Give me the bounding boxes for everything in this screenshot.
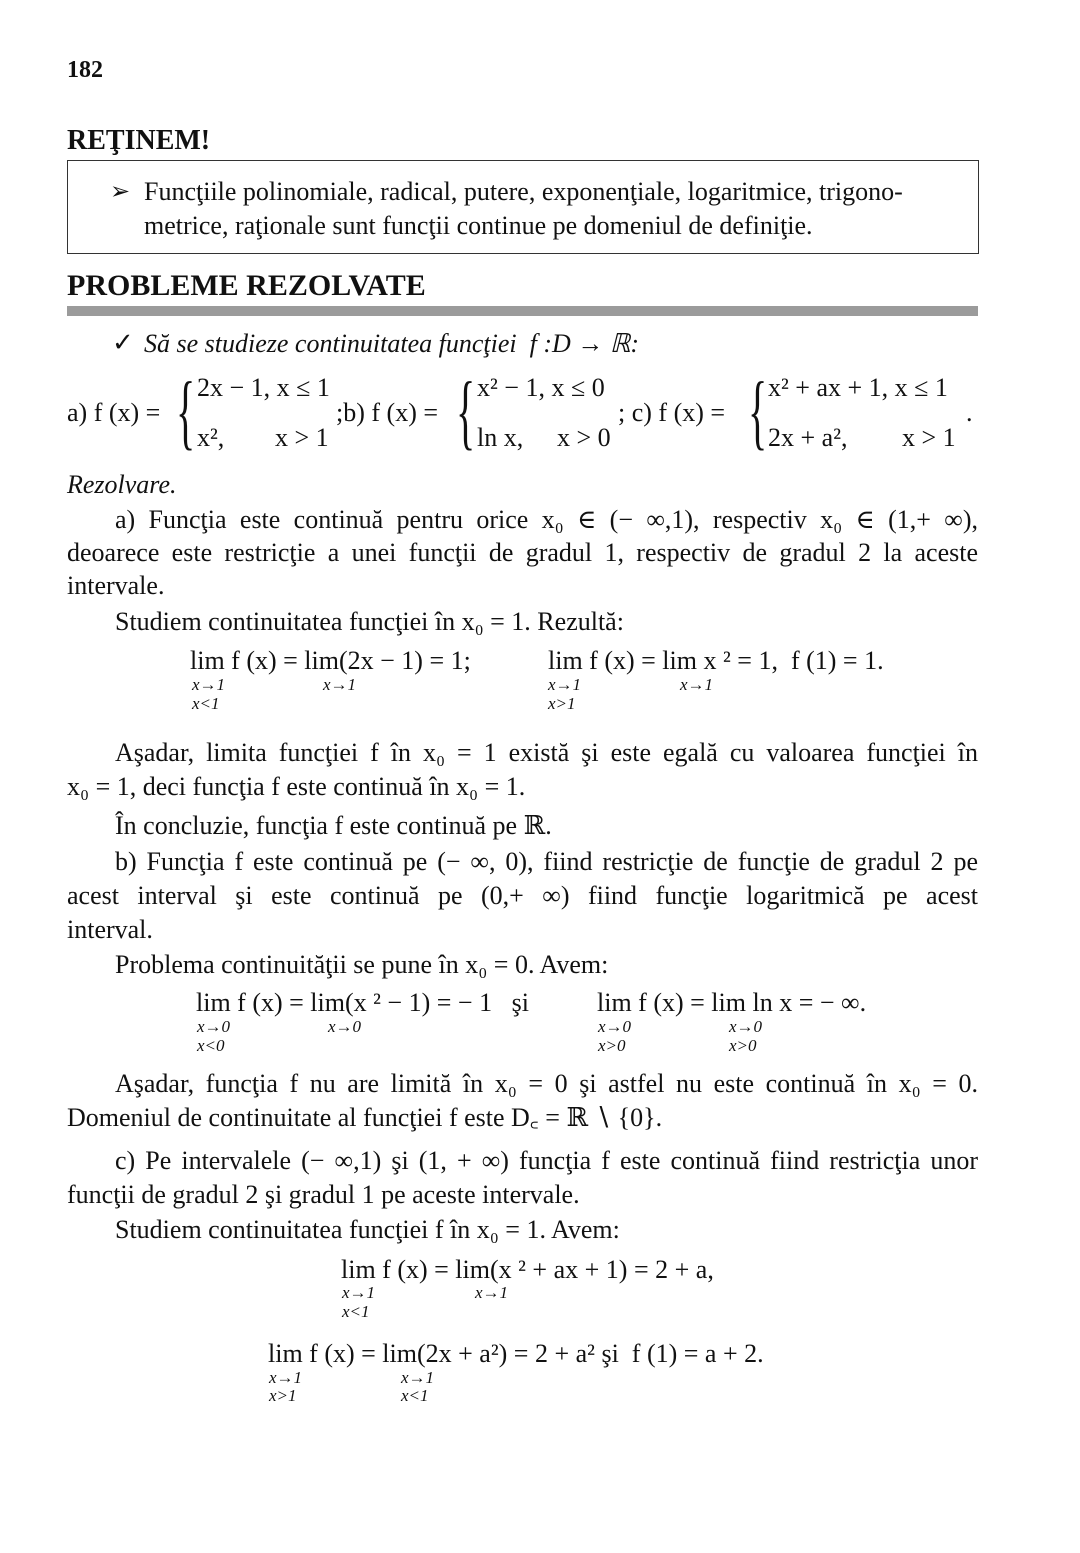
limit-sub: x→1	[192, 675, 226, 694]
limit-sub: x<1	[401, 1386, 429, 1405]
paragraph-line: Domeniul de continuitate al funcţiei f este D꜀ = ℝ ∖ {0}.	[67, 1103, 663, 1132]
limit-sub: x→0	[197, 1017, 231, 1036]
function-b-case2-cond: x > 0	[557, 423, 611, 452]
paragraph-line: Problema continuităţii se pune în x₀ = 0. Avem:	[115, 950, 609, 979]
limit-sub: x→1	[342, 1283, 376, 1302]
check-icon: ✓	[112, 328, 134, 357]
function-a-case1: 2x − 1, x ≤ 1	[197, 373, 330, 402]
limit-sub: x<1	[192, 694, 220, 713]
limit-sub: x→1	[548, 675, 582, 694]
brace-icon: {	[748, 363, 768, 459]
brace-icon: {	[456, 363, 476, 459]
limit-sub: x<1	[342, 1302, 370, 1321]
function-b-case2: ln x,	[477, 423, 530, 452]
solution-label: Rezolvare.	[67, 470, 177, 499]
paragraph-line: acest interval şi este continuă pe (0,+ ∞) fiind funcţie logaritmică pe acest	[67, 881, 978, 910]
function-c-end: .	[966, 398, 973, 427]
limit-sub: x>0	[729, 1036, 757, 1055]
limit-sub: x→1	[323, 675, 357, 694]
retinem-line: metrice, raţionale sunt funcţii continue pe domeniul de definiţie.	[144, 211, 813, 240]
retinem-heading: REŢINEM!	[67, 125, 211, 156]
paragraph-line: b) Funcţia f este continuă pe (− ∞, 0), fiind restricţie de funcţie de gradul 2 pe	[115, 847, 978, 876]
limit-sub: x→0	[328, 1017, 362, 1036]
paragraph-line: Studiem continuitatea funcţiei în x₀ = 1. Rezultă:	[115, 607, 624, 636]
retinem-line: Funcţiile polinomiale, radical, putere, exponenţiale, logaritmice, trigono-	[144, 177, 903, 206]
limit-sub: x→1	[475, 1283, 509, 1302]
function-a-label: a) f (x) =	[67, 398, 161, 427]
limit-sub: x→0	[598, 1017, 632, 1036]
limit-sub: x>1	[269, 1386, 297, 1405]
page-number: 182	[67, 57, 103, 83]
paragraph-line: a) Funcţia este continuă pentru orice x₀ ∈ (− ∞,1), respectiv x₀ ∈ (1,+ ∞),	[115, 505, 978, 534]
limit-sub: x→1	[401, 1368, 435, 1387]
function-a-case2-cond: x > 1	[275, 423, 329, 452]
function-a-case2: x²,	[197, 423, 231, 452]
paragraph-line: intervale.	[67, 571, 165, 600]
paragraph-line: deoarece este restricţie a unei funcţii de gradul 1, respectiv de gradul 2 la aceste	[67, 538, 978, 567]
function-c-case2: 2x + a²,	[768, 423, 854, 452]
function-b-case1: x² − 1, x ≤ 0	[477, 373, 605, 402]
section-title: PROBLEME REZOLVATE	[67, 269, 426, 302]
paragraph-line: c) Pe intervalele (− ∞,1) şi (1, + ∞) funcţia f este continuă fiind restricţia unor	[115, 1146, 978, 1175]
paragraph-line: În concluzie, funcţia f este continuă pe ℝ.	[115, 811, 552, 840]
limit-expression: lim f (x) = lim ln x = − ∞.	[597, 988, 867, 1017]
limit-sub: x>1	[548, 694, 576, 713]
limit-expression: lim f (x) = lim(x ² + ax + 1) = 2 + a,	[341, 1255, 714, 1284]
limit-sub: x>0	[598, 1036, 626, 1055]
paragraph-line: funcţii de gradul 2 şi gradul 1 pe aceste intervale.	[67, 1180, 580, 1209]
limit-sub: x→1	[680, 675, 714, 694]
paragraph-line: Aşadar, funcţia f nu are limită în x₀ = 0 şi astfel nu este continuă în x₀ = 0.	[115, 1069, 978, 1098]
paragraph-line: x₀ = 1, deci funcţia f este continuă în x₀ = 1.	[67, 772, 526, 801]
brace-icon: {	[176, 363, 196, 459]
limit-expression: lim f (x) = lim(x ² − 1) = − 1 şi	[196, 988, 529, 1017]
limit-expression: lim f (x) = lim(2x − 1) = 1;	[190, 646, 471, 675]
function-c-case1: x² + ax + 1, x ≤ 1	[768, 373, 948, 402]
function-c-label: ; c) f (x) =	[618, 398, 726, 427]
paragraph-line: interval.	[67, 915, 153, 944]
limit-sub: x<0	[197, 1036, 225, 1055]
problem-statement: Să se studieze continuitatea funcţiei f :D → ℝ:	[144, 329, 640, 358]
limit-expression: lim f (x) = lim x ² = 1, f (1) = 1.	[548, 646, 884, 675]
function-b-label: ;b) f (x) =	[336, 398, 439, 427]
paragraph-line: Studiem continuitatea funcţiei f în x₀ = 1. Avem:	[115, 1215, 620, 1244]
function-c-case2-cond: x > 1	[902, 423, 956, 452]
paragraph-line: Aşadar, limita funcţiei f în x₀ = 1 există şi este egală cu valoarea funcţiei în	[115, 738, 978, 767]
limit-expression: lim f (x) = lim(2x + a²) = 2 + a² şi f (1) = a + 2.	[268, 1339, 764, 1368]
arrowhead-bullet-icon: ➢	[110, 179, 131, 205]
limit-sub: x→0	[729, 1017, 763, 1036]
limit-sub: x→1	[269, 1368, 303, 1387]
section-divider	[67, 306, 978, 316]
